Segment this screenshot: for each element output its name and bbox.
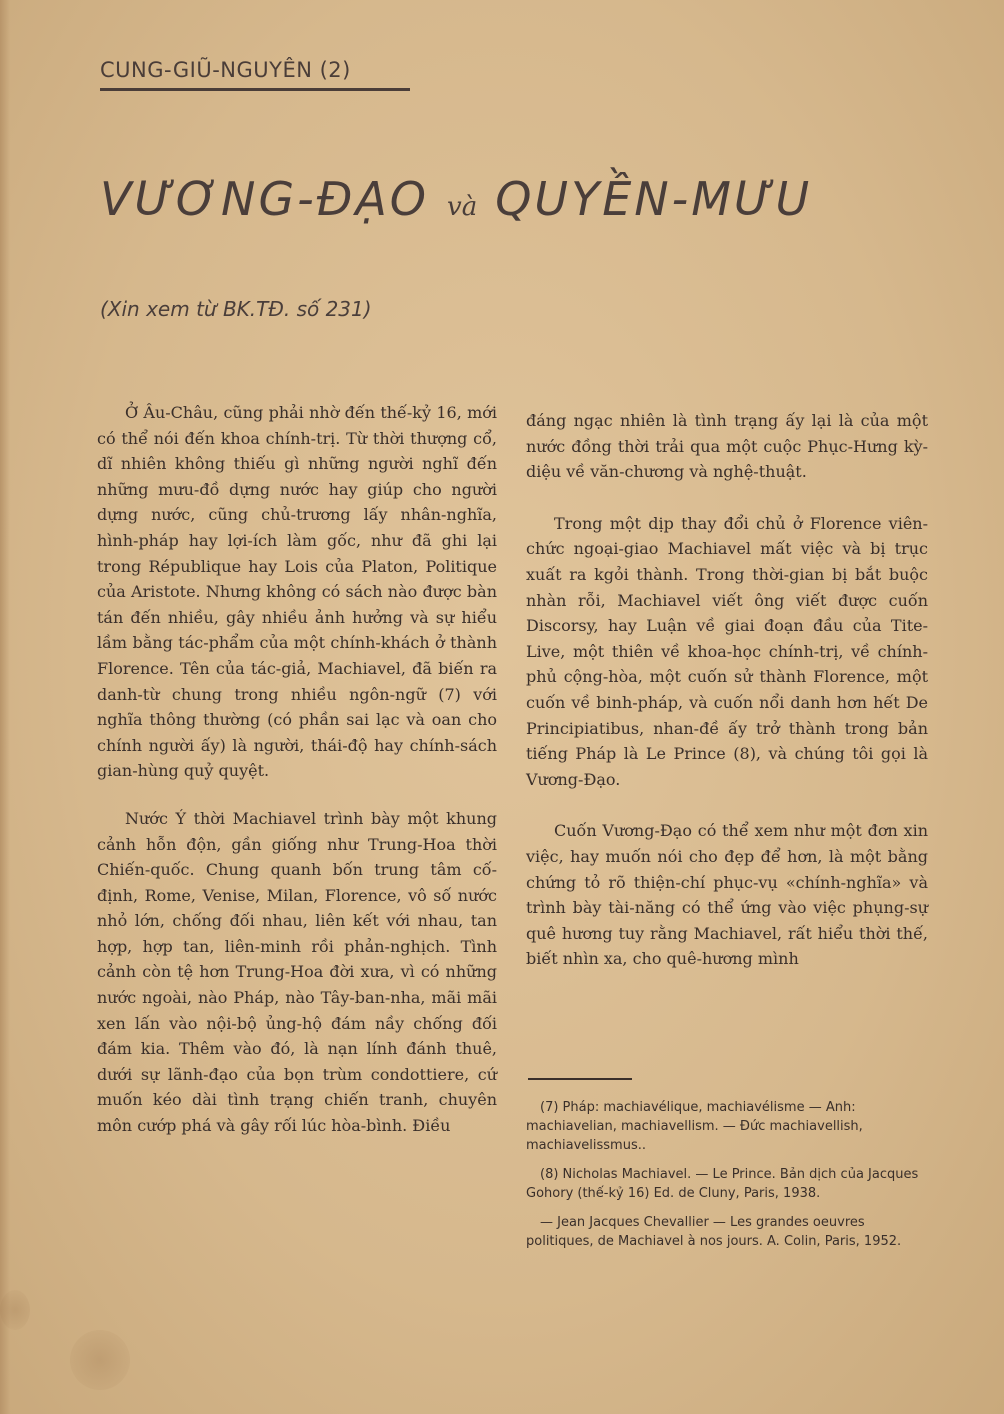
footnote-rule bbox=[528, 1078, 632, 1080]
paper-stain bbox=[70, 1330, 130, 1390]
article-title bbox=[100, 172, 940, 226]
left-column bbox=[97, 400, 497, 1161]
series-header: CUNG-GIŨ-NGUYÊN (2) bbox=[100, 58, 410, 91]
title-part-1: VƯƠNG-ĐẠO bbox=[100, 172, 430, 226]
footnotes bbox=[526, 1098, 928, 1261]
paragraph: Cuốn Vương-Đạo có thể xem như một đơn xin việc, hay muốn nói cho đẹp để hơn, là một bằng chứng tỏ rõ thiện-chí phục-vụ «chính-nghĩa» và trình bày tài-năng có thể ứng vào việc phụng-sự quê hương tuy rằng Machiavel, rất hiểu thời thế, biết nhìn xa, cho quê-hương mình bbox=[526, 821, 928, 969]
page-edge-shadow bbox=[0, 0, 10, 1414]
paragraph: đáng ngạc nhiên là tình trạng ấy lại là của một nước đồng thời trải qua một cuộc Phục-Hưng kỳ-diệu về văn-chương và nghệ-thuật. bbox=[526, 411, 928, 482]
paragraph: Ở Âu-Châu, cũng phải nhờ đến thế-kỷ 16, mới có thể nói đến khoa chính-trị. Từ thời thượng cổ, dĩ nhiên không thiếu gì những người nghĩ đến những mưu-đồ dựng nước hay giúp cho người dựng nước, cũng chủ-trương lấy nhân-nghĩa, hình-pháp hay lợi-ích làm gốc, như đã ghi lại trong République hay Lois của Platon, Politique của Aristote. Nhưng không có sách nào được bàn tán đến nhiều, gây nhiều ảnh hưởng và sự hiểu lầm bằng tác-phẩm của một chính-khách ở thành Florence. Tên của tác-giả, Machiavel, đã biến ra danh-từ chung trong nhiều ngôn-ngữ (7) với nghĩa thông thường (có phần sai lạc và oan cho chính người ấy) là người, thái-độ hay chính-sách gian-hùng quỷ quyệt. bbox=[97, 403, 497, 781]
title-conjunction: và bbox=[447, 192, 478, 222]
paper-stain bbox=[0, 1290, 30, 1330]
footnote: (7) Pháp: machiavélique, machiavélisme — Anh: machiavelian, machiavellism. — Đức machiavellish, machiavelissmus.. bbox=[526, 1100, 863, 1153]
article-subtitle: (Xin xem từ BK.TĐ. số 231) bbox=[100, 297, 372, 321]
footnote: — Jean Jacques Chevallier — Les grandes oeuvres politiques, de Machiavel à nos jours. A. Colin, Paris, 1952. bbox=[526, 1215, 902, 1249]
paragraph: Nước Ý thời Machiavel trình bày một khung cảnh hỗn độn, gần giống như Trung-Hoa thời Chiến-quốc. Chung quanh bốn trung tâm cố-định, Rome, Venise, Milan, Florence, vô số nước nhỏ lớn, chống đối nhau, liên kết với nhau, tan hợp, hợp tan, liên-minh rồi phản-nghịch. Tình cảnh còn tệ hơn Trung-Hoa đời xưa, vì có những nước ngoài, nào Pháp, nào Tây-ban-nha, mãi mãi xen lấn vào nội-bộ ủng-hộ đám nầy chống đối đám kia. Thêm vào đó, là nạn lính đánh thuê, dưới sự lãnh-đạo của bọn trùm condottiere, cứ muốn kéo dài tình trạng chiến tranh, chuyên môn cướp phá và gây rối lúc hòa-bình. Điều bbox=[97, 808, 497, 1136]
right-column bbox=[526, 408, 928, 998]
title-part-2: QUYỀN-MƯU bbox=[495, 172, 813, 226]
paragraph: Trong một dịp thay đổi chủ ở Florence viên-chức ngoại-giao Machiavel mất việc và bị trục xuất ra kgỏi thành. Trong thời-gian bị bắt buộc nhàn rỗi, Machiavel viết ông viết được cuốn Discorsy, hay Luận về giai đoạn đầu của Tite-Live, một thiên về khoa-học chính-trị, về chính-phủ cộng-hòa, một cuốn sử thành Florence, một cuốn về binh-pháp, và cuốn nổi danh hơn hết De Principiatibus, nhan-đề ấy trở thành trong bản tiếng Pháp là Le Prince (8), và chúng tôi gọi là Vương-Đạo. bbox=[526, 513, 928, 789]
footnote: (8) Nicholas Machiavel. — Le Prince. Bản dịch của Jacques Gohory (thế-kỷ 16) Ed. de Cluny, Paris, 1938. bbox=[526, 1167, 919, 1201]
